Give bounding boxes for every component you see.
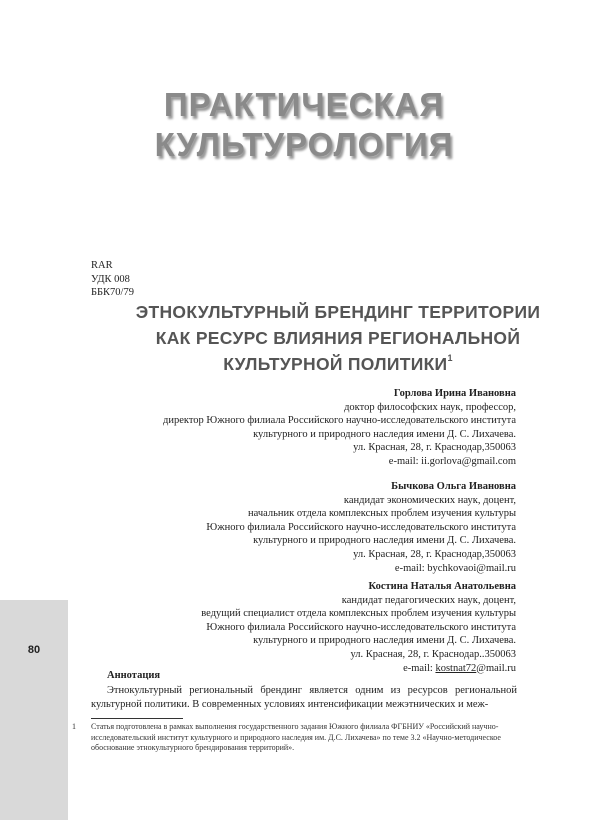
article-title-line1: ЭТНОКУЛЬТУРНЫЙ БРЕНДИНГ ТЕРРИТОРИИ — [135, 302, 541, 322]
code-rar: RAR — [91, 260, 113, 271]
email-label: e-mail: — [388, 455, 422, 467]
email-link[interactable]: kostnat72 — [435, 662, 477, 674]
author-line: ул. Красная, 28, г. Краснодар,350063 — [353, 442, 516, 454]
classification-codes — [91, 259, 134, 300]
author-line: Южного филиала Российского научно-исследовательского института — [206, 621, 516, 633]
page-number: 80 — [27, 644, 41, 656]
footnote-mark: 1 — [72, 722, 76, 731]
author-line: культурного и природного наследия имени Д. С. Лихачева. — [253, 428, 516, 440]
article-title-line3 — [68, 354, 608, 375]
author-email — [163, 455, 516, 469]
annotation-heading: Аннотация — [107, 670, 161, 681]
author-line: ведущий специалист отдела комплексных проблем изучения культуры — [201, 608, 516, 620]
author-line: директор Южного филиала Российского научно-исследовательского института — [163, 415, 516, 427]
email-domain[interactable]: @mail.ru — [476, 662, 516, 674]
code-bbk: ББК70/79 — [91, 287, 134, 298]
author-line: начальник отдела комплексных проблем изучения культуры — [248, 508, 516, 520]
author-block-3 — [201, 580, 516, 675]
author-name: Бычкова Ольга Ивановна — [391, 481, 516, 492]
author-name: Костина Наталья Анатольевна — [368, 581, 516, 592]
author-line: ул. Красная, 28, г. Краснодар,350063 — [353, 548, 516, 560]
email-label: e-mail: — [394, 562, 428, 574]
journal-title-line1: ПРАКТИЧЕСКАЯ — [163, 86, 445, 123]
code-udk: УДК 008 — [91, 273, 130, 285]
footnote-ref[interactable]: 1 — [447, 353, 453, 363]
author-line: культурного и природного наследия имени Д. С. Лихачева. — [253, 535, 516, 547]
annotation-text: Этнокультурный региональный брендинг является одним из ресурсов региональной культурной политики. В современных условиях интенсификации межэтнических и меж- — [91, 685, 517, 710]
article-title-line2: КАК РЕСУРС ВЛИЯНИЯ РЕГИОНАЛЬНОЙ — [155, 328, 521, 348]
author-line: кандидат экономических наук, доцент, — [343, 494, 516, 506]
author-name: Горлова Ирина Ивановна — [393, 388, 516, 399]
author-block-2 — [206, 480, 516, 575]
author-line: кандидат педагогических наук, доцент, — [341, 594, 516, 606]
footnote — [72, 722, 534, 754]
article-title-text: КУЛЬТУРНОЙ ПОЛИТИКИ — [223, 354, 448, 374]
footnote-divider — [91, 718, 183, 719]
author-line: ул. Красная, 28, г. Краснодар..350063 — [350, 648, 516, 660]
email-link[interactable]: bychkovaoi@mail.ru — [427, 562, 516, 574]
author-email — [206, 562, 516, 576]
email-link[interactable]: ii.gorlova@gmail.com — [421, 455, 516, 467]
author-block-1 — [163, 387, 516, 469]
email-label: e-mail: — [403, 662, 436, 674]
footnote-text: Статья подготовлена в рамках выполнения государственного задания Южного филиала ФГБНИУ «Российский научно-исследовательский институт культурного и природного наследия им. Д.С. Лихачева» по теме 3.2 «Научно-методическое обоснование этнокультурного брендирования территорий». — [91, 722, 501, 753]
author-line: Южного филиала Российского научно-исследовательского института — [206, 521, 516, 533]
author-line: доктор философских наук, профессор, — [344, 401, 516, 413]
author-line: культурного и природного наследия имени Д. С. Лихачева. — [253, 635, 516, 647]
journal-title-line2: КУЛЬТУРОЛОГИЯ — [154, 126, 454, 163]
page-number-tab — [0, 600, 68, 820]
